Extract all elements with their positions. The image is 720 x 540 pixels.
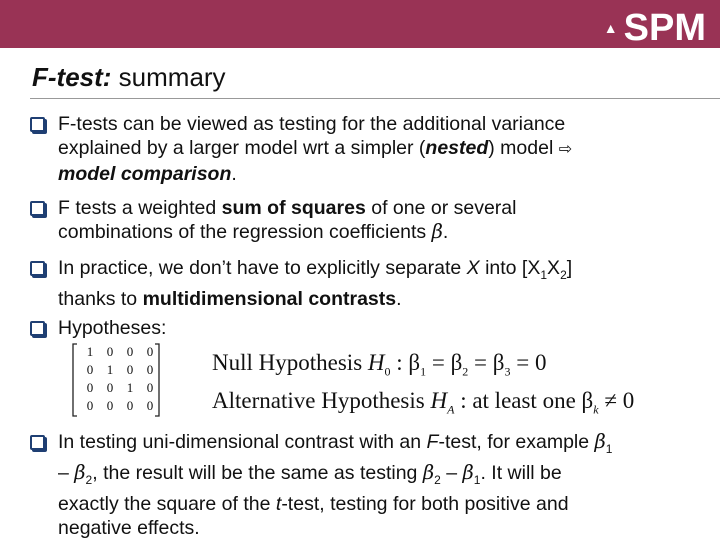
checkbox-bullet-icon <box>30 201 45 216</box>
bullet-3: In practice, we don’t have to explicitly separate X into $[X_1X_2]$ thanks to multidimensional contrasts. <box>30 256 690 311</box>
logo-text: SPM <box>623 7 706 49</box>
bullet-4: Hypotheses: <box>30 316 690 340</box>
checkbox-bullet-icon <box>30 117 45 132</box>
null-hypothesis: Null Hypothesis $H_0$ : $\beta_1 = \beta_2 = \beta_3 = 0$ <box>212 350 547 379</box>
matrix-cells: 1 0 0 0 0 1 0 0 0 0 1 0 0 0 0 0 <box>86 344 154 413</box>
header-bar <box>0 0 720 48</box>
checkbox-bullet-icon <box>30 321 45 336</box>
alternative-hypothesis: Alternative Hypothesis $H_A$ : at least one $\beta_k \ne 0$ <box>212 388 635 417</box>
checkbox-bullet-icon <box>30 261 45 276</box>
bullet-1: F-tests can be viewed as testing for the additional variance explained by a larger model wrt a simpler (nested) model ⇨ model comparison. <box>30 112 690 186</box>
bullet-5: In testing uni-dimensional contrast with an F-test, for example $\beta_1$ – $\beta_2$, the result will be the same as testing $\beta_2 - \beta_1$. It will be exactly the square of the t-test, testing for both positive and negative effects. <box>30 430 690 540</box>
slide-title: F-test: summary <box>32 62 226 92</box>
checkbox-bullet-icon <box>30 435 45 450</box>
logo-mark-icon: ▲ <box>603 20 618 36</box>
spm-logo <box>603 7 706 49</box>
arrow-right-icon: ⇨ <box>558 141 573 158</box>
contrast-matrix <box>70 342 162 418</box>
bullet-2: F tests a weighted sum of squares of one or several combinations of the regression coefficients β. <box>30 196 690 244</box>
title-divider <box>30 98 720 99</box>
